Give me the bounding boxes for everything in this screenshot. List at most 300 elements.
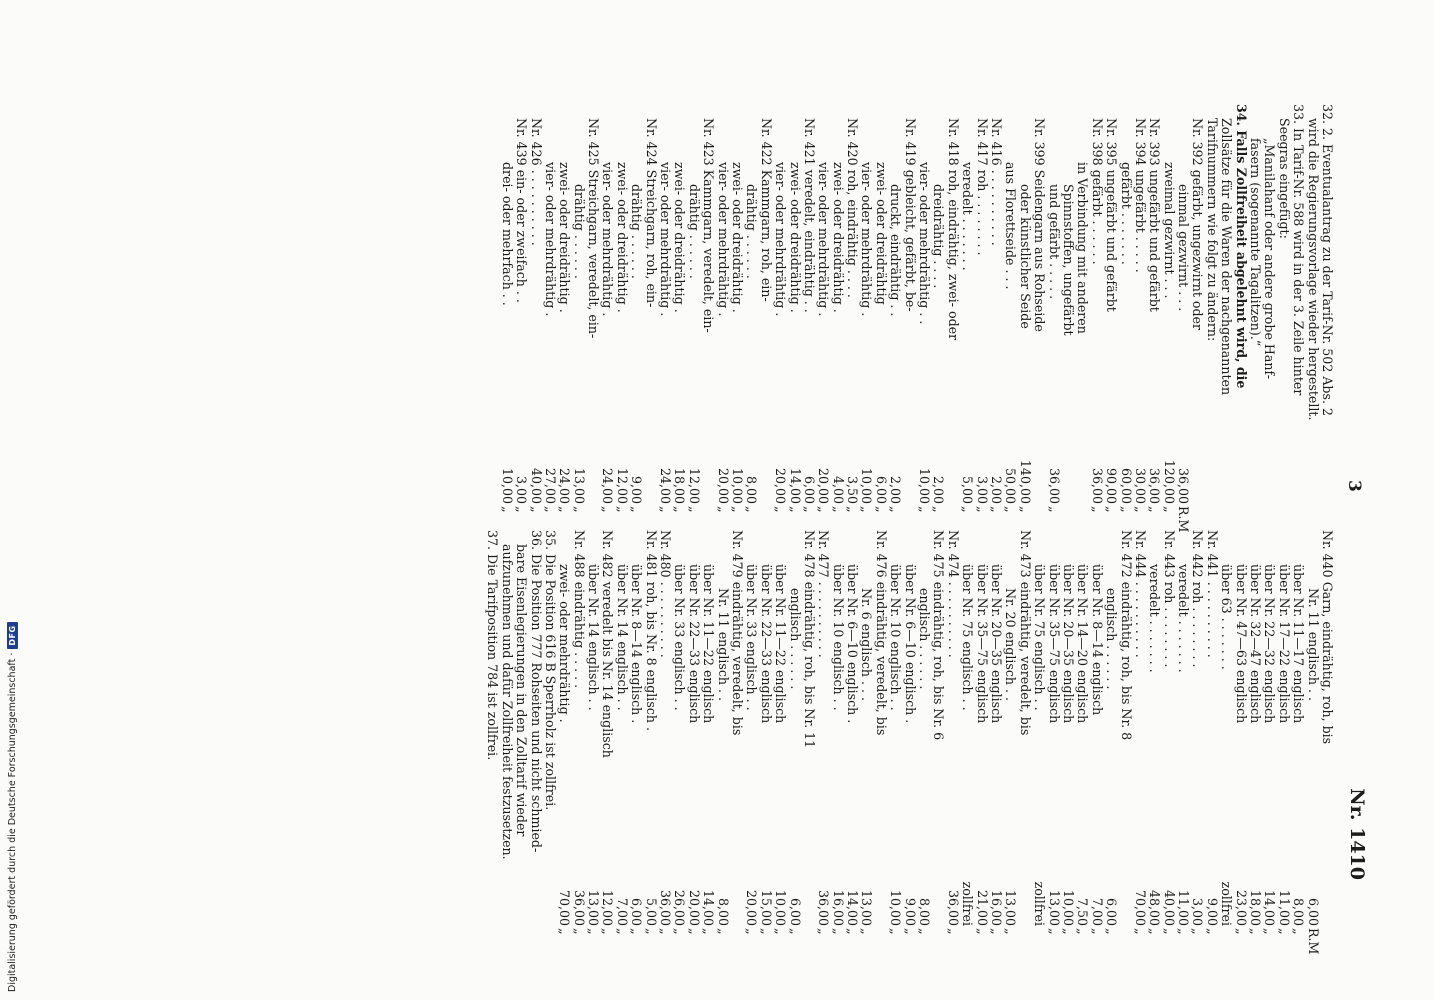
line-text: englisch . . . . . . xyxy=(917,588,933,690)
line-text: über Nr. 22—33 englisch xyxy=(686,564,702,724)
tariff-line xyxy=(1219,530,1233,944)
line-text: über Nr. 14 englisch . . xyxy=(586,564,602,711)
tariff-line xyxy=(874,530,888,944)
tariff-line xyxy=(917,104,931,522)
currency-unit: „ xyxy=(801,506,817,513)
line-text: Nr. 419 gebleicht, gefärbt, be- xyxy=(902,118,918,312)
duty-rate: 48,00 xyxy=(1147,889,1163,926)
tariff-line xyxy=(960,530,974,944)
currency-unit: „ xyxy=(787,506,803,513)
tariff-line xyxy=(1204,104,1218,522)
duty-rate: 36,00 xyxy=(1147,467,1163,504)
duty-rate: 11,00 xyxy=(1176,889,1192,926)
currency-unit: „ xyxy=(600,928,616,935)
currency-unit: „ xyxy=(686,928,702,935)
line-text: über Nr. 17—22 englisch xyxy=(1276,564,1292,724)
currency-unit: „ xyxy=(873,506,889,513)
duty-rate: 6,00 xyxy=(1104,897,1120,926)
tariff-line xyxy=(1133,530,1147,944)
line-text: Tarifnummern wie folgt zu ändern: xyxy=(1204,118,1220,342)
line-text: zwei- oder dreidrähtig xyxy=(873,162,889,305)
line-text: vier- oder mehrdrähtig . xyxy=(658,162,674,317)
tariff-line xyxy=(1276,530,1290,944)
line-text: über Nr. 75 englisch . . xyxy=(960,564,976,711)
tariff-line xyxy=(1176,104,1192,533)
currency-unit: „ xyxy=(816,928,832,935)
tariff-line xyxy=(931,530,945,944)
tariff-line xyxy=(485,530,499,944)
tariff-line xyxy=(974,530,988,944)
line-text: über Nr. 75 englisch . . xyxy=(1032,564,1048,711)
tariff-line xyxy=(1046,104,1060,522)
duty-rate: 50,00 xyxy=(1003,467,1019,504)
tariff-line xyxy=(773,530,787,944)
duty-rate: 3,00 xyxy=(1190,897,1206,926)
line-text: zwei- oder dreidrähtig . xyxy=(614,162,630,313)
tariff-line xyxy=(1161,530,1175,944)
duty-rate: 10,00 xyxy=(729,467,745,504)
duty-rate: 6,00 xyxy=(787,897,803,926)
line-text: vier- oder mehrdrähtig . xyxy=(542,162,558,317)
currency-unit: „ xyxy=(917,506,933,513)
duty-rate: 21,00 xyxy=(974,889,990,926)
duty-rate: 120,00 xyxy=(1161,459,1177,504)
line-text: zwei- oder dreidrähtig . xyxy=(557,162,573,313)
line-text: oder künstlicher Seide xyxy=(1017,184,1033,329)
duty-rate: 10,00 xyxy=(499,467,515,504)
tariff-line xyxy=(989,530,1003,944)
tariff-line xyxy=(557,104,571,522)
tariff-line xyxy=(1118,530,1132,944)
line-text: über Nr. 20—35 englisch xyxy=(1060,564,1076,724)
line-text: drähtig . . . . . . xyxy=(629,184,645,279)
line-text: Zollsätze für die Waren der nachgenannten xyxy=(1219,118,1235,396)
line-text: Nr. 20 englisch . . xyxy=(1003,588,1019,702)
currency-unit: „ xyxy=(773,506,789,513)
currency-unit: „ xyxy=(557,928,573,935)
line-text: über Nr. 10 englisch . . xyxy=(830,564,846,711)
duty-rate: 10,00 xyxy=(859,467,875,504)
duty-rate: 36,00 xyxy=(571,889,587,926)
currency-unit: „ xyxy=(658,506,674,513)
duty-rate: 70,00 xyxy=(1132,889,1148,926)
line-text: „Manilahanf oder andere grobe Hanf- xyxy=(1262,138,1278,379)
line-text: Nr. 418 roh, eindrähtig, zwei- oder xyxy=(945,118,961,341)
currency-unit: „ xyxy=(1291,928,1307,935)
duty-rate: 13,00 xyxy=(571,467,587,504)
currency-unit: „ xyxy=(528,506,544,513)
line-text: 32. 2. Eventualantrag zu der Tarif-Nr. 502 Abs. 2 xyxy=(1320,104,1335,416)
duty-rate: 13,00 xyxy=(1003,889,1019,926)
currency-unit: „ xyxy=(557,506,573,513)
line-text: Nr. 476 eindrähtig, veredelt, bis xyxy=(873,530,889,736)
line-text: Nr. 423 Kammgarn, veredelt, ein- xyxy=(701,118,717,333)
tariff-line xyxy=(629,104,643,522)
line-text: aus Florettseide . . . xyxy=(1003,162,1019,290)
duty-rate: 3,00 xyxy=(514,475,530,504)
tariff-line xyxy=(600,530,614,944)
tariff-line xyxy=(874,104,888,522)
line-text: drei- oder mehrfach . . xyxy=(499,162,515,306)
line-text: zweimal gezwirnt . . . xyxy=(1161,162,1177,299)
currency-unit: „ xyxy=(571,928,587,935)
duty-rate: 8,00 xyxy=(917,897,933,926)
tariff-line xyxy=(816,104,830,522)
currency-unit: „ xyxy=(1046,506,1062,513)
line-text: zwei- oder dreidrähtig . xyxy=(830,162,846,313)
tariff-line xyxy=(1089,530,1103,944)
duty-rate: 27,00 xyxy=(542,467,558,504)
duty-rate: 36,00 xyxy=(1046,467,1062,504)
currency-unit: „ xyxy=(1204,928,1220,935)
duty-rate: 8,00 xyxy=(715,897,731,926)
duty-rate: 140,00 xyxy=(1017,459,1033,504)
line-text: vier- oder mehrdrähtig . xyxy=(816,162,832,317)
tariff-line xyxy=(557,530,571,944)
duty-rate: zollfrei xyxy=(1219,881,1235,926)
line-text: Nr. 477 . . . . . . . . . . xyxy=(816,530,832,658)
currency-unit: „ xyxy=(1147,506,1163,513)
duty-rate: 20,00 xyxy=(744,889,760,926)
duty-rate: 7,00 xyxy=(614,897,630,926)
duty-rate: 20,00 xyxy=(686,889,702,926)
line-text: Nr. 475 eindrähtig, roh, bis Nr. 6 xyxy=(931,530,947,741)
duty-rate: 13,00 xyxy=(1046,889,1062,926)
line-text: englisch . . . . . . xyxy=(1104,588,1120,690)
currency-unit: „ xyxy=(816,506,832,513)
duty-rate: 16,00 xyxy=(989,889,1005,926)
line-text: dreidrähtig . . . . xyxy=(931,184,947,289)
duty-rate: 20,00 xyxy=(773,467,789,504)
tariff-line xyxy=(1147,104,1161,522)
currency-unit: „ xyxy=(1046,928,1062,935)
tariff-line xyxy=(1233,104,1247,522)
duty-rate: 23,00 xyxy=(1233,889,1249,926)
tariff-line xyxy=(614,530,628,944)
currency-unit: „ xyxy=(672,928,688,935)
tariff-line xyxy=(1262,530,1276,944)
line-text: Nr. 441 . . . . . . . . . . xyxy=(1204,530,1220,658)
currency-unit: „ xyxy=(1003,506,1019,513)
currency-unit: „ xyxy=(787,928,803,935)
left-column xyxy=(499,104,1335,533)
line-text: bare Eisenlegierungen in den Zolltarif wieder xyxy=(514,544,530,837)
tariff-line xyxy=(1075,530,1089,944)
currency-unit: „ xyxy=(1104,506,1120,513)
tariff-line xyxy=(845,104,859,522)
currency-unit: „ xyxy=(1104,928,1120,935)
currency-unit: „ xyxy=(1075,928,1091,935)
tariff-line xyxy=(888,104,902,522)
line-text: Nr. 488 eindrähtig . . . . . xyxy=(571,530,587,689)
tariff-line xyxy=(629,530,643,944)
duty-rate: 26,00 xyxy=(672,889,688,926)
tariff-line xyxy=(658,104,672,522)
tariff-line xyxy=(701,104,715,522)
tariff-line xyxy=(643,530,657,944)
currency-unit: „ xyxy=(1003,928,1019,935)
currency-unit: „ xyxy=(629,506,645,513)
tariff-line xyxy=(974,104,988,522)
tariff-line xyxy=(1118,104,1132,522)
currency-unit: „ xyxy=(744,928,760,935)
duty-rate: 24,00 xyxy=(658,467,674,504)
currency-unit: „ xyxy=(773,928,789,935)
duty-rate: 14,00 xyxy=(845,889,861,926)
line-text: drähtig . . . . . . xyxy=(686,184,702,279)
line-text: über Nr. 47—63 englisch xyxy=(1233,564,1249,724)
tariff-line xyxy=(643,104,657,522)
line-text: Nr. 426 . . . . . . . . . . xyxy=(528,118,544,246)
tariff-line xyxy=(1233,530,1247,944)
line-text: über Nr. 14 englisch . . xyxy=(614,564,630,711)
line-text: über Nr. 32—47 englisch xyxy=(1248,564,1264,724)
tariff-line xyxy=(586,530,600,944)
line-text: aufzunehmen und dafür Zollfreiheit festzusetzen. xyxy=(499,544,515,860)
line-text: über Nr. 6—10 englisch . xyxy=(902,564,918,724)
tariff-line xyxy=(1176,530,1190,944)
currency-unit: „ xyxy=(614,506,630,513)
line-text: über Nr. 10 englisch . . xyxy=(888,564,904,711)
duty-rate: zollfrei xyxy=(960,881,976,926)
tariff-line xyxy=(1046,530,1060,944)
line-text: Nr. 395 ungefärbt und gefärbt xyxy=(1104,118,1120,312)
line-text: über Nr. 22—32 englisch xyxy=(1262,564,1278,724)
currency-unit: „ xyxy=(888,928,904,935)
duty-rate: 2,00 xyxy=(989,475,1005,504)
currency-unit: „ xyxy=(1233,928,1249,935)
tariff-line xyxy=(931,104,945,522)
tariff-line xyxy=(960,104,974,522)
line-text: über Nr. 33 englisch . . xyxy=(744,564,760,711)
line-text: Nr. 420 roh, eindrähtig . . . . xyxy=(845,118,861,298)
line-text: 34. Falls Zollfreiheit abgelehnt wird, die xyxy=(1233,104,1249,389)
tariff-line xyxy=(902,530,916,944)
line-text: über Nr. 20—35 englisch xyxy=(989,564,1005,724)
currency-unit: „ xyxy=(917,928,933,935)
duty-rate: 36,00 xyxy=(1089,467,1105,504)
tariff-line xyxy=(1017,104,1031,522)
currency-unit: „ xyxy=(715,506,731,513)
currency-unit: „ xyxy=(686,506,702,513)
line-text: Nr. 421 veredelt, eindrähtig . . xyxy=(801,118,817,313)
duty-rate: 36,00 xyxy=(945,889,961,926)
tariff-line xyxy=(1190,530,1204,944)
page-number: 3 xyxy=(1344,480,1364,492)
currency-unit: „ xyxy=(1060,928,1076,935)
duty-rate: 24,00 xyxy=(600,467,616,504)
line-text: vier- oder mehrdrähtig . . xyxy=(917,162,933,325)
line-text: Nr. 478 eindrähtig, roh, bis Nr. 11 xyxy=(801,530,817,749)
duty-rate: 7,50 xyxy=(1075,897,1091,926)
tariff-line xyxy=(528,104,542,522)
duty-rate: 3,50 xyxy=(845,475,861,504)
tariff-line xyxy=(845,530,859,944)
tariff-line xyxy=(1032,530,1046,944)
duty-rate: 13,00 xyxy=(859,889,875,926)
duty-rate: 12,00 xyxy=(686,467,702,504)
currency-unit: „ xyxy=(1276,928,1292,935)
tariff-line xyxy=(1104,104,1118,522)
tariff-line xyxy=(600,104,614,522)
currency-unit: „ xyxy=(1161,506,1177,513)
duty-rate: 36,00 xyxy=(1176,467,1192,504)
duty-rate: 15,00 xyxy=(758,889,774,926)
line-text: zwei- oder mehrdrähtig . xyxy=(557,564,573,723)
tariff-line xyxy=(1133,104,1147,522)
currency-unit: R.M xyxy=(1305,928,1321,955)
line-text: Nr. 392 gefärbt, ungezwirnt oder xyxy=(1190,118,1206,331)
currency-unit: „ xyxy=(729,506,745,513)
duty-rate: 3,00 xyxy=(974,475,990,504)
currency-unit: „ xyxy=(1262,928,1278,935)
tariff-line xyxy=(499,530,513,944)
tariff-line xyxy=(715,530,729,944)
line-text: Nr. 480 . . . . . . . . . . xyxy=(658,530,674,658)
currency-unit: „ xyxy=(758,928,774,935)
tariff-line xyxy=(730,104,744,522)
line-text: Nr. 399 Seidengarn aus Rohseide xyxy=(1032,118,1048,332)
tariff-line xyxy=(730,530,744,944)
duty-rate: 30,00 xyxy=(1132,467,1148,504)
line-text: über 63 . . . . . . . xyxy=(1219,564,1235,670)
credit-text: Digitalisierung gefördert durch die Deutsche Forschungsgemeinschaft · xyxy=(6,652,18,992)
line-text: zwei- oder dreidrähtig . xyxy=(729,162,745,313)
tariff-line xyxy=(586,104,600,522)
currency-unit: „ xyxy=(960,506,976,513)
line-text: Nr. 417 roh . . . . . . . . xyxy=(974,118,990,256)
currency-unit: „ xyxy=(1017,506,1033,513)
duty-rate: 6,00 xyxy=(873,475,889,504)
currency-unit: „ xyxy=(499,506,515,513)
line-text: Spinnstoffen, ungefärbt xyxy=(1060,184,1076,336)
duty-rate: zollfrei xyxy=(1032,881,1048,926)
tariff-line xyxy=(773,104,787,522)
tariff-line xyxy=(672,104,686,522)
duty-rate: 9,00 xyxy=(902,897,918,926)
duty-rate: 13,00 xyxy=(586,889,602,926)
line-text: einmal gezwirnt . . . xyxy=(1176,184,1192,312)
duty-rate: 9,00 xyxy=(1204,897,1220,926)
line-text: Nr. 479 eindrähtig, veredelt, bis xyxy=(729,530,745,736)
duty-rate: 8,00 xyxy=(1291,897,1307,926)
tariff-line xyxy=(543,104,557,522)
tariff-line xyxy=(1089,104,1103,522)
tariff-line xyxy=(888,530,902,944)
currency-unit: „ xyxy=(830,506,846,513)
currency-unit: „ xyxy=(989,506,1005,513)
currency-unit: „ xyxy=(989,928,1005,935)
duty-rate: 6,00 xyxy=(629,897,645,926)
tariff-line xyxy=(744,104,758,522)
line-text: Nr. 11 englisch . . xyxy=(1305,588,1321,702)
duty-rate: 11,00 xyxy=(1276,889,1292,926)
currency-unit: „ xyxy=(514,506,530,513)
tariff-line xyxy=(1190,104,1204,522)
duty-rate: 8,00 xyxy=(744,475,760,504)
tariff-line xyxy=(672,530,686,944)
line-text: Nr. 398 gefärbt . . . . . . xyxy=(1089,118,1105,265)
tariff-line xyxy=(514,530,528,944)
tariff-line xyxy=(1248,104,1262,522)
tariff-line xyxy=(1262,104,1276,522)
line-text: Nr. 6 englisch . . . xyxy=(859,588,875,702)
line-text: und gefärbt . . . . . xyxy=(1046,184,1062,300)
tariff-line xyxy=(1061,104,1075,522)
tariff-line xyxy=(1320,530,1334,944)
line-text: Nr. 425 Streichgarn, veredelt, ein- xyxy=(586,118,602,339)
tariff-line xyxy=(945,530,959,944)
tariff-line xyxy=(917,530,931,944)
currency-unit: „ xyxy=(859,506,875,513)
duty-rate: 36,00 xyxy=(816,889,832,926)
tariff-line xyxy=(1061,530,1075,944)
tariff-line xyxy=(859,530,873,944)
currency-unit: „ xyxy=(1089,506,1105,513)
duty-rate: 14,00 xyxy=(701,889,717,926)
duty-rate: 60,00 xyxy=(1118,467,1134,504)
duty-rate: 4,00 xyxy=(830,475,846,504)
duty-rate: 14,00 xyxy=(1262,889,1278,926)
duty-rate: 20,00 xyxy=(816,467,832,504)
currency-unit: „ xyxy=(672,506,688,513)
line-text: druckt, eindrähtig . . xyxy=(888,184,904,317)
duty-rate: 5,00 xyxy=(643,897,659,926)
duty-rate: 40,00 xyxy=(528,467,544,504)
line-text: veredelt . . . . . . . xyxy=(1147,564,1163,673)
currency-unit: „ xyxy=(701,928,717,935)
tariff-line xyxy=(989,104,1003,522)
currency-unit: „ xyxy=(830,928,846,935)
line-text: Seegras eingefügt: xyxy=(1276,118,1292,239)
tariff-line xyxy=(715,104,729,522)
tariff-line xyxy=(1032,104,1046,522)
tariff-line xyxy=(1219,104,1233,522)
line-text: Nr. 393 ungefärbt und gefärbt xyxy=(1147,118,1163,312)
currency-unit: „ xyxy=(945,928,961,935)
line-text: über Nr. 8—14 englisch . xyxy=(629,564,645,724)
tariff-line xyxy=(802,530,816,944)
line-text: 33. In Tarif-Nr. 588 wird in der 3. Zeile hinter xyxy=(1291,104,1307,396)
tariff-line xyxy=(816,530,830,944)
currency-unit: „ xyxy=(1176,928,1192,935)
line-text: über Nr. 11—22 englisch xyxy=(701,564,717,724)
duty-rate: 18,00 xyxy=(672,467,688,504)
duty-rate: 36,00 xyxy=(658,889,674,926)
tariff-line xyxy=(758,530,772,944)
duty-rate: 10,00 xyxy=(773,889,789,926)
duty-rate: 10,00 xyxy=(1060,889,1076,926)
line-text: über Nr. 11—22 englisch xyxy=(773,564,789,724)
duty-rate: 10,00 xyxy=(917,467,933,504)
tariff-line xyxy=(1248,530,1262,944)
duty-rate: 12,00 xyxy=(614,467,630,504)
duty-rate: 90,00 xyxy=(1104,467,1120,504)
tariff-line xyxy=(1161,104,1175,522)
tariff-line xyxy=(1305,104,1319,522)
duty-rate: 6,00 xyxy=(801,475,817,504)
line-text: vier- oder mehrdrähtig . xyxy=(773,162,789,317)
tariff-line xyxy=(1305,530,1321,955)
line-text: veredelt . . . . . . . xyxy=(960,162,976,271)
line-text: über Nr. 33 englisch . . xyxy=(672,564,688,711)
tariff-line xyxy=(1291,530,1305,944)
tariff-line xyxy=(787,530,801,944)
tariff-line xyxy=(830,530,844,944)
currency-unit: „ xyxy=(1132,928,1148,935)
tariff-line xyxy=(543,530,557,944)
tariff-line xyxy=(686,104,700,522)
